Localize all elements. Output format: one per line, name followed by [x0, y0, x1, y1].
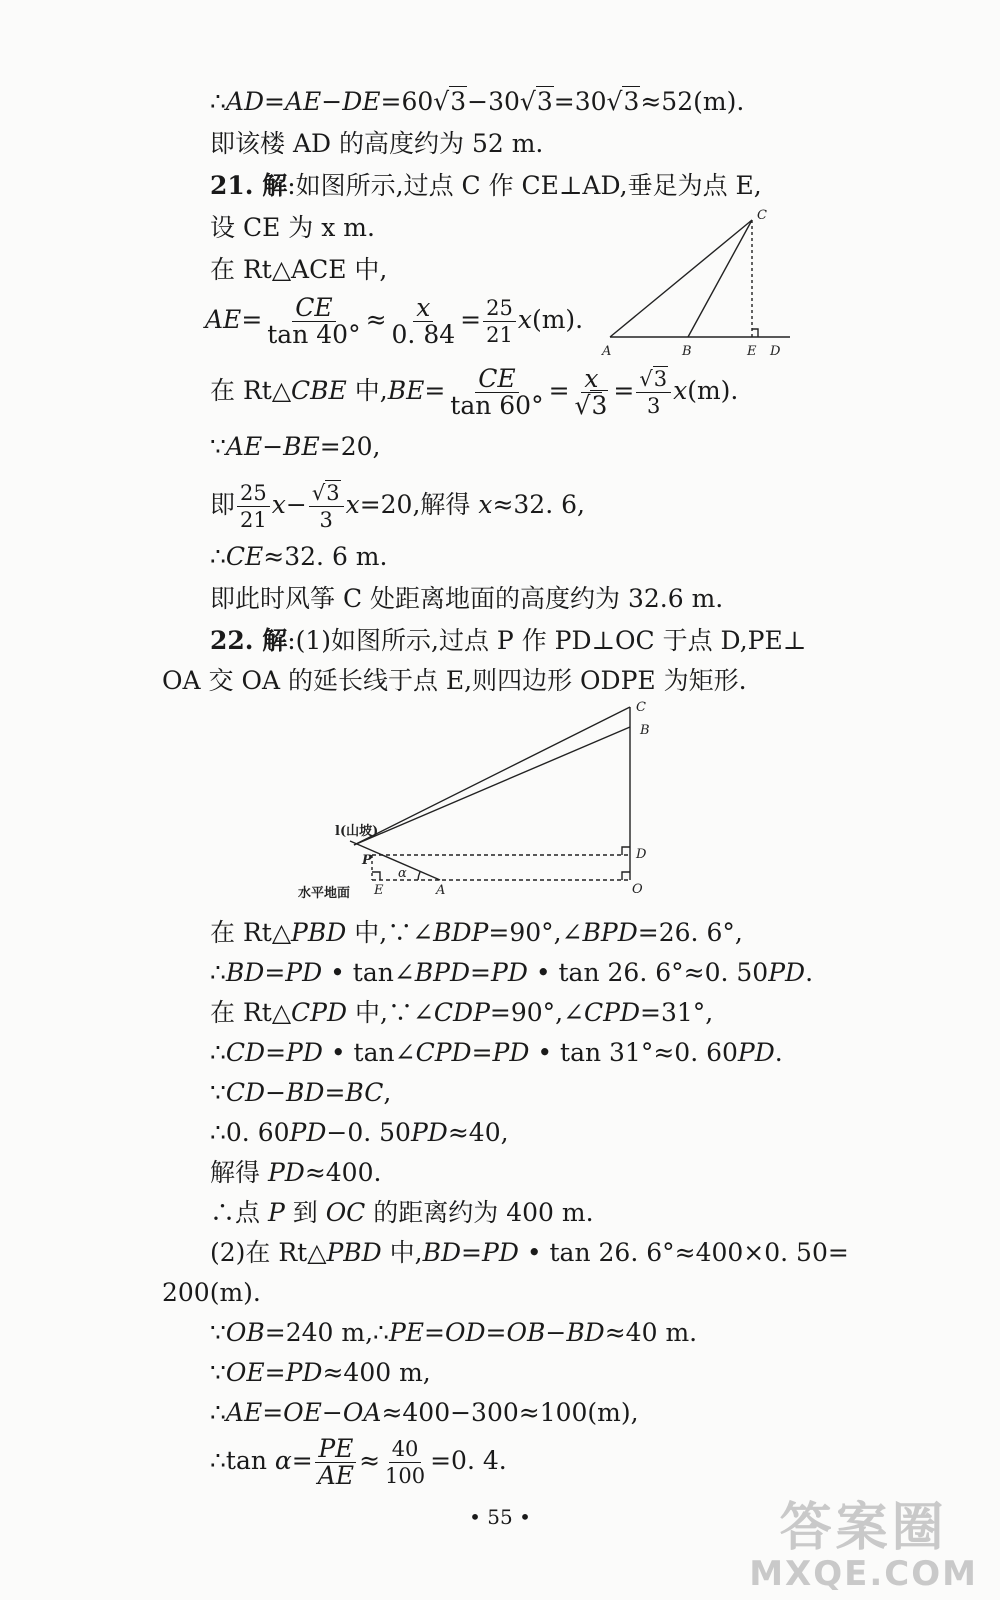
text-line: ∴CE≈32. 6 m. [210, 542, 388, 571]
formula-line: AE= $\frac{CE}{\tan 40^\circ}$ ≈ $\frac{x}{0. 84}$ = $\frac{25}{21}$ x(m). [205, 293, 584, 349]
text-line: ∵AE−BE=20, [210, 432, 381, 461]
watermark-url: MXQE.COM [749, 1554, 978, 1594]
question-text: :如图所示,过点 C 作 CE⊥AD,垂足为点 E, [287, 171, 762, 200]
label-slope: l(山坡) [335, 824, 379, 839]
text-line: 200(m). [162, 1278, 261, 1307]
text-line: 即此时风筝 C 处距离地面的高度约为 32.6 m. [210, 584, 724, 613]
label-O: O [632, 882, 643, 897]
text-line: 解得 PD≈400. [210, 1158, 382, 1187]
text-line: ∴AE=OE−OA≈400−300≈100(m), [210, 1398, 639, 1427]
text-line: ∵OE=PD≈400 m, [210, 1358, 431, 1387]
text-line: ∵OB=240 m,∴PE=OD=OB−BD≈40 m. [210, 1318, 698, 1347]
text-line: ∴BD=PD • tan∠BPD=PD • tan 26. 6°≈0. 50PD. [210, 958, 814, 987]
text-line: OA 交 OA 的延长线于点 E,则四边形 ODPE 为矩形. [162, 666, 747, 695]
text-line: 在 Rt△PBD 中,∵∠BDP=90°,∠BPD=26. 6°, [210, 918, 743, 947]
question-number: 21. 解 [210, 171, 288, 200]
text-line: 在 Rt△CPD 中,∵∠CDP=90°,∠CPD=31°, [210, 998, 714, 1027]
text-line: 即该楼 AD 的高度约为 52 m. [210, 129, 544, 158]
label-C: C [636, 700, 646, 715]
question-number: 22. 解 [210, 626, 288, 655]
question-22 [210, 624, 806, 658]
text-line: 在 Rt△ACE 中, [210, 255, 388, 284]
label-B: B [640, 723, 650, 738]
label-D: D [636, 847, 647, 862]
label-E: E [374, 883, 384, 898]
formula-line: ∴tan α= $\frac{PE}{AE}$ ≈ $\frac{40}{100}$ =0. 4. [210, 1434, 507, 1490]
label-ground: 水平地面 [298, 886, 351, 901]
figure-triangle [590, 205, 800, 365]
label-A: A [602, 344, 612, 359]
label-B: B [682, 344, 692, 359]
text-line: ∴0. 60PD−0. 50PD≈40, [210, 1118, 509, 1147]
formula-line: 即 $\frac{25}{21}$ x− $\frac{√3}{3}$ x=20,解得 x≈32. 6, [210, 481, 585, 532]
watermark [749, 1500, 978, 1592]
label-A: A [436, 883, 446, 898]
watermark-logo: 答案圈 [779, 1498, 948, 1558]
figure-slope [290, 695, 690, 915]
text-line: ∵CD−BD=BC, [210, 1078, 392, 1107]
page-number: • 55 • [469, 1505, 531, 1529]
text-line: 设 CE 为 x m. [210, 213, 375, 242]
formula-line: 在 Rt△CBE 中,BE= $\frac{CE}{\tan 60^\circ}$ = $\frac{x}{√3}$ = $\frac{√3}{3}$ x(m). [210, 364, 739, 420]
text-line: ∴CD=PD • tan∠CPD=PD • tan 31°≈0. 60PD. [210, 1038, 783, 1067]
text-line: ∴AD=AE−DE=60√3−30√3=30√3≈52(m). [210, 87, 745, 116]
label-D: D [770, 344, 781, 359]
question-21 [210, 169, 762, 203]
text-line: ∴点 P 到 OC 的距离约为 400 m. [210, 1198, 594, 1227]
label-alpha: α [398, 866, 407, 881]
label-P: P [362, 853, 372, 868]
label-C: C [757, 208, 767, 223]
label-E: E [747, 344, 757, 359]
question-text: :(1)如图所示,过点 P 作 PD⊥OC 于点 D,PE⊥ [287, 626, 807, 655]
text-line: (2)在 Rt△PBD 中,BD=PD • tan 26. 6°≈400×0. 50= [210, 1238, 849, 1267]
